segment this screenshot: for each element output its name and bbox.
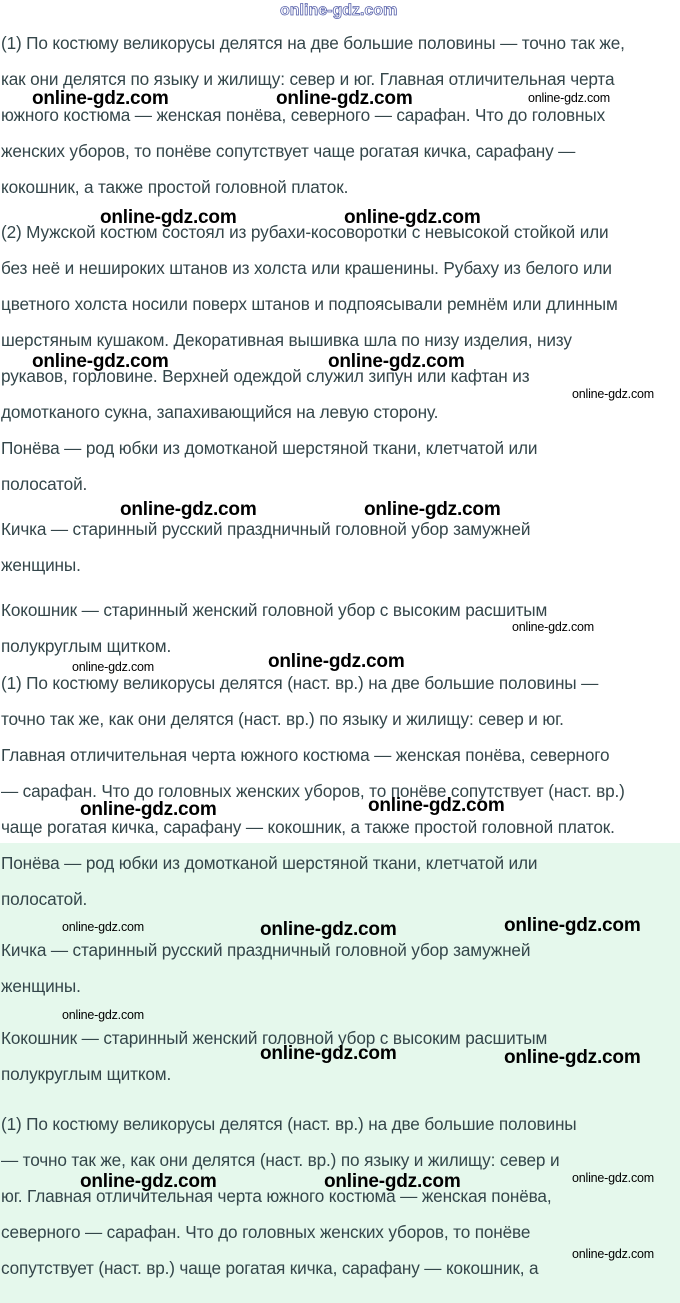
watermark: online-gdz.com	[268, 651, 405, 672]
watermark: online-gdz.com	[62, 920, 144, 934]
text-line: Главная отличительная черта южного костюма — женская понёва, северного	[1, 745, 610, 765]
watermark: online-gdz.com	[504, 915, 641, 936]
watermark: online-gdz.com	[260, 919, 397, 940]
watermark: online-gdz.com	[324, 1171, 461, 1192]
watermark: online-gdz.com	[368, 795, 505, 816]
text-line: как они делятся по языку и жилищу: север и юг. Главная отличительная черта	[1, 69, 615, 89]
watermark: online-gdz.com	[100, 207, 237, 228]
text-line: кокошник, а также простой головной платок.	[1, 177, 349, 197]
watermark: online-gdz.com	[72, 660, 154, 674]
watermark: online-gdz.com	[504, 1047, 641, 1068]
definition-poneva	[1, 430, 677, 502]
paragraph-costume-division	[1, 25, 677, 205]
text-line: Кичка — старинный русский праздничный головной убор замужней	[1, 940, 531, 960]
text-line: — сарафан. Что до головных женских уборов, то понёве сопутствует (наст. вр.)	[1, 781, 625, 801]
text-line: полосатой.	[1, 889, 88, 909]
text-line: без неё и нешироких штанов из холста или крашенины. Рубаху из белого или	[1, 258, 612, 278]
text-line: рукавов, горловине. Верхней одеждой служил зипун или кафтан из	[1, 366, 530, 386]
watermark: online-gdz.com	[528, 91, 610, 105]
definition-kichka-highlighted	[1, 932, 677, 1004]
text-line: Понёва — род юбки из домотканой шерстяной ткани, клетчатой или	[1, 853, 538, 873]
text-line: (2) Мужской костюм состоял из рубахи-косоворотки с невысокой стойкой или	[1, 222, 609, 242]
text-line: южного костюма — женская понёва, северного — сарафан. Что до головных	[1, 105, 606, 125]
watermark: online-gdz.com	[572, 387, 654, 401]
text-line: полукруглым щитком.	[1, 1064, 172, 1084]
text-line: сопутствует (наст. вр.) чаще рогатая кичка, сарафану — кокошник, а	[1, 1258, 539, 1278]
watermark: online-gdz.com	[260, 1043, 397, 1064]
text-line: полукруглым щитком.	[1, 636, 172, 656]
text-line: Кокошник — старинный женский головной убор с высоким расшитым	[1, 1028, 548, 1048]
watermark: online-gdz.com	[512, 620, 594, 634]
watermark: online-gdz.com	[572, 1171, 654, 1185]
watermark: online-gdz.com	[80, 799, 217, 820]
text-line: юг. Главная отличительная черта южного костюма — женская понёва,	[1, 1186, 552, 1206]
watermark: online-gdz.com	[364, 499, 501, 520]
definition-kichka	[1, 511, 677, 583]
text-line: северного — сарафан. Что до головных женских уборов, то понёве	[1, 1222, 531, 1242]
watermark-header: online-gdz.com	[280, 2, 398, 19]
text-line: женщины.	[1, 555, 81, 575]
watermark: online-gdz.com	[328, 351, 465, 372]
text-line: (1) По костюму великорусы делятся на две большие половины — точно так же,	[1, 33, 625, 53]
text-line: Кичка — старинный русский праздничный головной убор замужней	[1, 519, 531, 539]
text-line: домотканого сукна, запахивающийся на левую сторону.	[1, 402, 439, 422]
watermark: online-gdz.com	[32, 88, 169, 109]
watermark: online-gdz.com	[80, 1171, 217, 1192]
text-line: (1) По костюму великорусы делятся (наст. вр.) на две большие половины —	[1, 673, 599, 693]
watermark: online-gdz.com	[32, 351, 169, 372]
text-line: Понёва — род юбки из домотканой шерстяной ткани, клетчатой или	[1, 438, 538, 458]
watermark: online-gdz.com	[344, 207, 481, 228]
text-line: точно так же, как они делятся (наст. вр.) по языку и жилищу: север и юг.	[1, 709, 564, 729]
text-line: цветного холста носили поверх штанов и подпоясывали ремнём или длинным	[1, 294, 618, 314]
watermark: online-gdz.com	[62, 1008, 144, 1022]
text-line: шерстяным кушаком. Декоративная вышивка шла по низу изделия, низу	[1, 330, 572, 350]
text-line: Кокошник — старинный женский головной убор с высоким расшитым	[1, 600, 548, 620]
watermark: online-gdz.com	[572, 1247, 654, 1261]
definition-poneva-highlighted	[1, 845, 677, 917]
text-line: женщины.	[1, 976, 81, 996]
watermark: online-gdz.com	[276, 88, 413, 109]
text-line: чаще рогатая кичка, сарафану — кокошник, а также простой головной платок.	[1, 817, 615, 837]
text-line: (1) По костюму великорусы делятся (наст. вр.) на две большие половины	[1, 1114, 577, 1134]
watermark: online-gdz.com	[120, 499, 257, 520]
text-line: полосатой.	[1, 474, 88, 494]
text-line: — точно так же, как они делятся (наст. вр.) по языку и жилищу: север и	[1, 1150, 560, 1170]
text-line: женских уборов, то понёве сопутствует чаще рогатая кичка, сарафану —	[1, 141, 576, 161]
